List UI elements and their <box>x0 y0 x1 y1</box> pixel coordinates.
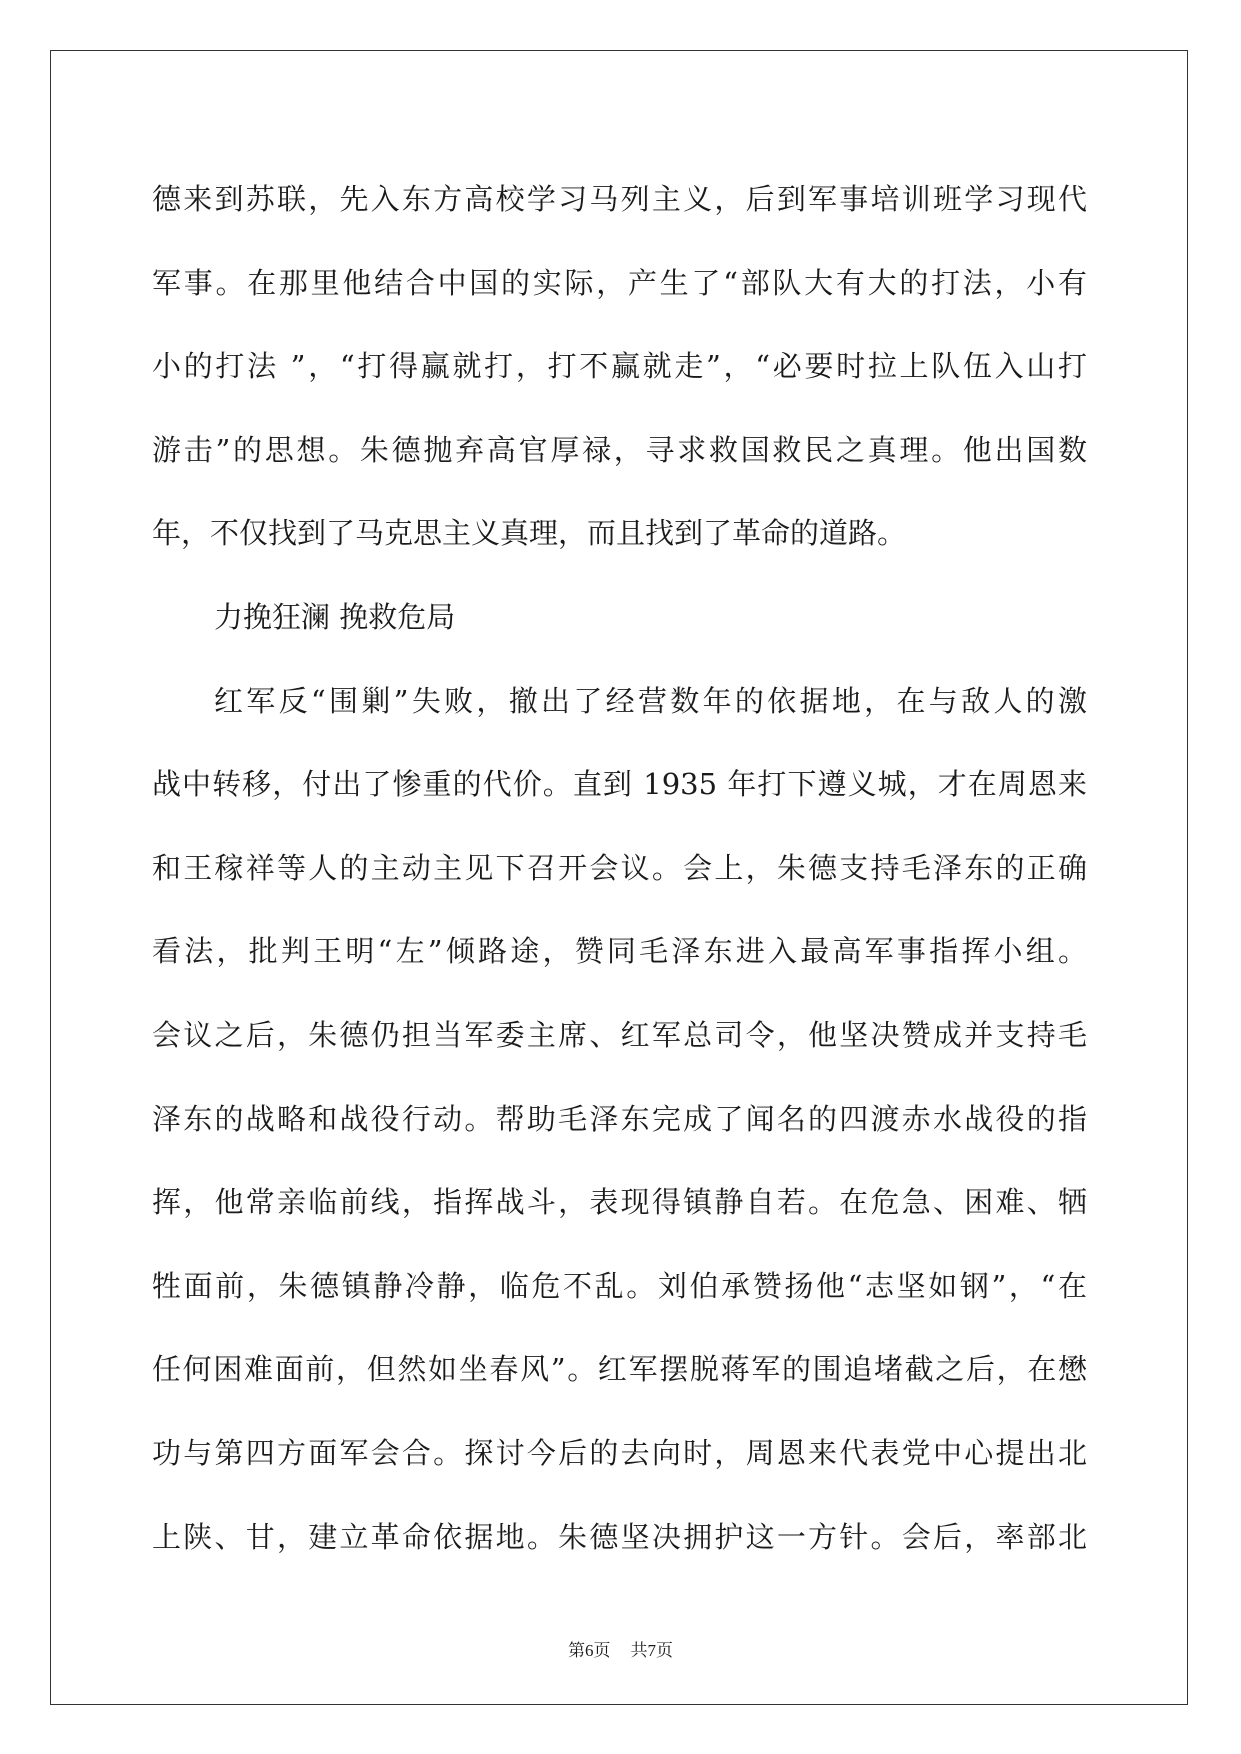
text-line: 战中转移，付出了惨重的代价。直到 1935 年打下遵义城，才在周恩来 <box>152 767 1087 802</box>
text-line: 军事。在那里他结合中国的实际，产生了“部队大有大的打法，小有 <box>152 265 1087 300</box>
page-suffix: 页 <box>593 1641 611 1661</box>
text-line: 看法，批判王明“左”倾路途，赞同毛泽东进入最高军事指挥小组。 <box>152 934 1087 969</box>
page-footer <box>0 1636 1241 1661</box>
text-line: 德来到苏联，先入东方高校学习马列主义，后到军事培训班学习现代 <box>152 182 1087 216</box>
text-line: 任何困难面前，但然如坐春风”。红军摆脱蒋军的围追堵截之后，在懋 <box>152 1352 1087 1387</box>
text-line: 红军反“围剿”失败，撤出了经营数年的依据地，在与敌人的激 <box>214 683 1087 718</box>
text-line: 功与第四方面军会合。探讨今后的去向时，周恩来代表党中心提出北 <box>152 1435 1087 1470</box>
text-line: 上陕、甘，建立革命依据地。朱德坚决拥护这一方针。会后，率部北 <box>152 1519 1087 1554</box>
text-line: 年，不仅找到了马克思主义真理，而且找到了革命的道路。 <box>152 516 907 551</box>
text-line: 泽东的战略和战役行动。帮助毛泽东完成了闻名的四渡赤水战役的指 <box>152 1101 1087 1136</box>
section-heading: 力挽狂澜 挽救危局 <box>214 599 456 634</box>
text-line: 挥，他常亲临前线，指挥战斗，表现得镇静自若。在危急、困难、牺 <box>152 1185 1087 1220</box>
text-line: 会议之后，朱德仍担当军委主席、红军总司令，他坚决赞成并支持毛 <box>152 1017 1087 1052</box>
page-prefix: 第 <box>568 1641 585 1661</box>
text-line: 游击”的思想。朱德抛弃高官厚禄，寻求救国救民之真理。他出国数 <box>152 432 1087 467</box>
total-prefix: 共 <box>630 1641 648 1661</box>
document-body <box>152 158 1087 1579</box>
text-line: 和王稼祥等人的主动主见下召开会议。会上，朱德支持毛泽东的正确 <box>152 850 1087 885</box>
text-line: 小的打法 ”，“打得赢就打，打不赢就走”，“必要时拉上队伍入山打 <box>152 349 1087 384</box>
page-number: 6 <box>585 1641 594 1660</box>
total-pages: 7 <box>647 1641 656 1660</box>
total-suffix: 页 <box>656 1641 673 1661</box>
text-line: 牲面前，朱德镇静冷静，临危不乱。刘伯承赞扬他“志坚如钢”，“在 <box>152 1268 1087 1303</box>
